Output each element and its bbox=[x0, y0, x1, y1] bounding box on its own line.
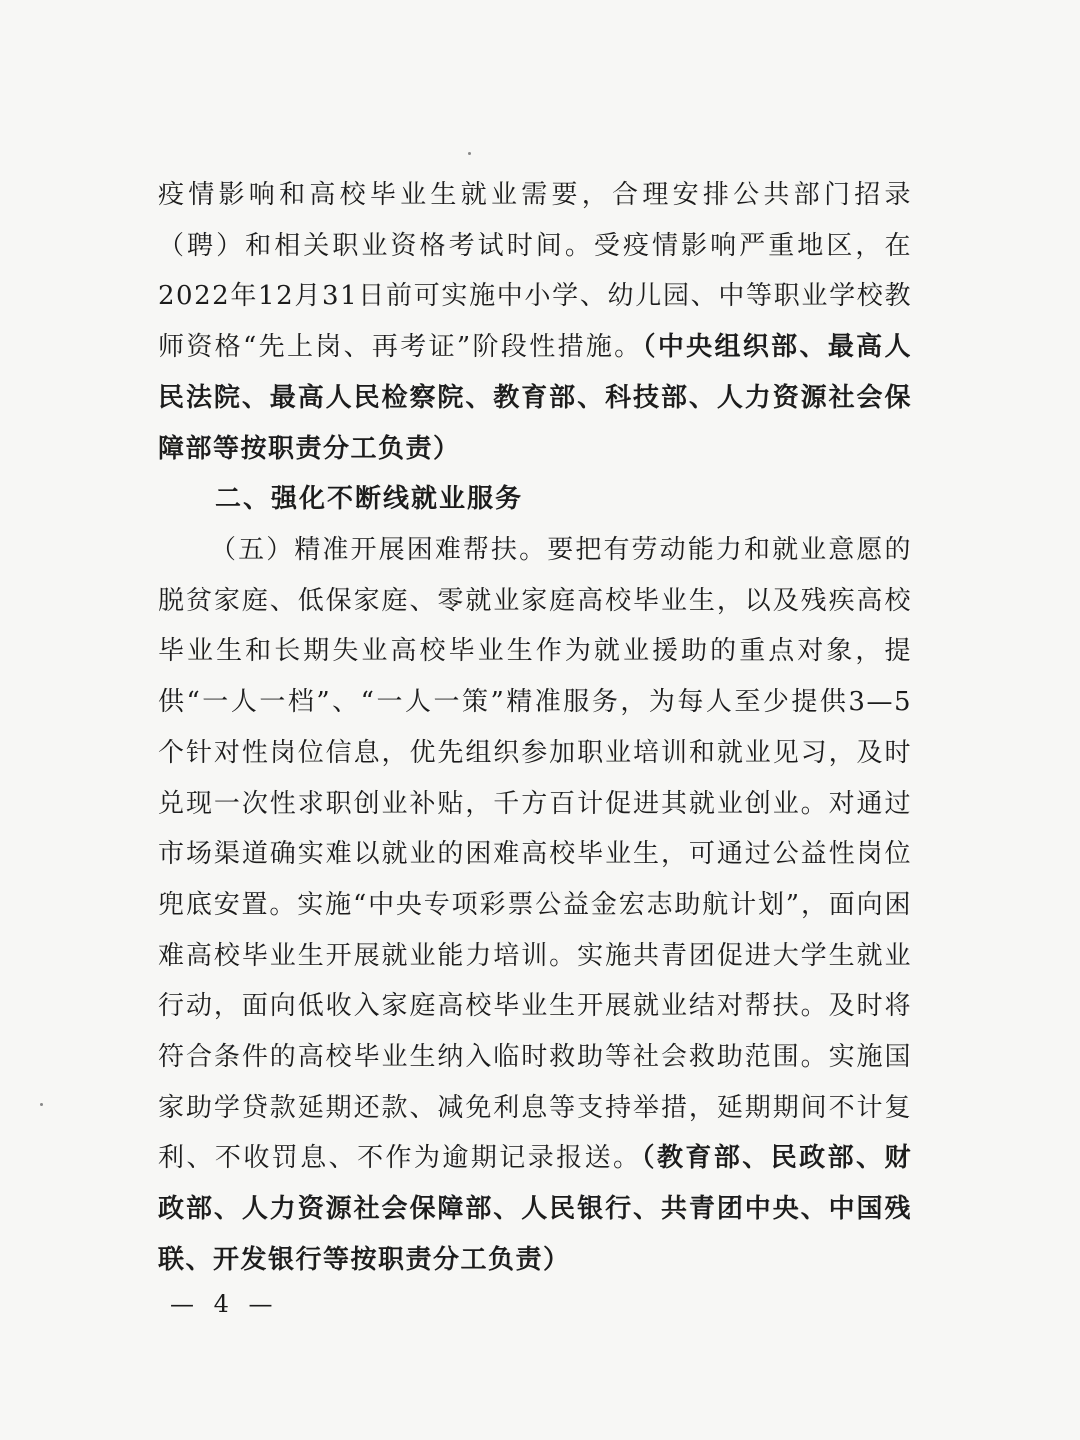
scan-speck bbox=[40, 1103, 43, 1106]
paragraph-difficulty-assistance bbox=[158, 525, 912, 1286]
responsibility-note: （中央组织部、最高人民法院、最高人民检察院、教育部、科技部、人力资源社会保障部等按职责分工负责） bbox=[158, 332, 912, 464]
responsibility-note: （教育部、民政部、财政部、人力资源社会保障部、人民银行、共青团中央、中国残联、开发银行等按职责分工负责） bbox=[158, 1143, 912, 1275]
paragraph-continuation bbox=[158, 170, 912, 474]
page-number: — 4 — bbox=[170, 1290, 279, 1318]
paragraph-text: 疫情影响和高校毕业生就业需要，合理安排公共部门招录（聘）和相关职业资格考试时间。受疫情影响严重地区，在2022年12月31日前可实施中小学、幼儿园、中等职业学校教师资格“先上岗、再考证”阶段性措施。 bbox=[158, 180, 912, 363]
section-heading: 二、强化不断线就业服务 bbox=[215, 484, 524, 514]
paragraph-text: （五）精准开展困难帮扶。要把有劳动能力和就业意愿的脱贫家庭、低保家庭、零就业家庭高校毕业生，以及残疾高校毕业生和长期失业高校毕业生作为就业援助的重点对象，提供“一人一档”、“一人一策”精准服务，为每人至少提供3—5个针对性岗位信息，优先组织参加职业培训和就业见习，及时兑现一次性求职创业补贴，千方百计促进其就业创业。对通过市场渠道确实难以就业的困难高校毕业生，可通过公益性岗位兜底安置。实施“中央专项彩票公益金宏志助航计划”，面向困难高校毕业生开展就业能力培训。实施共青团促进大学生就业行动，面向低收入家庭高校毕业生开展就业结对帮扶。及时将符合条件的高校毕业生纳入临时救助等社会救助范围。实施国家助学贷款延期还款、减免利息等支持举措，延期期间不计复利、不收罚息、不作为逾期记录报送。 bbox=[158, 535, 912, 1174]
scan-speck bbox=[468, 152, 471, 155]
